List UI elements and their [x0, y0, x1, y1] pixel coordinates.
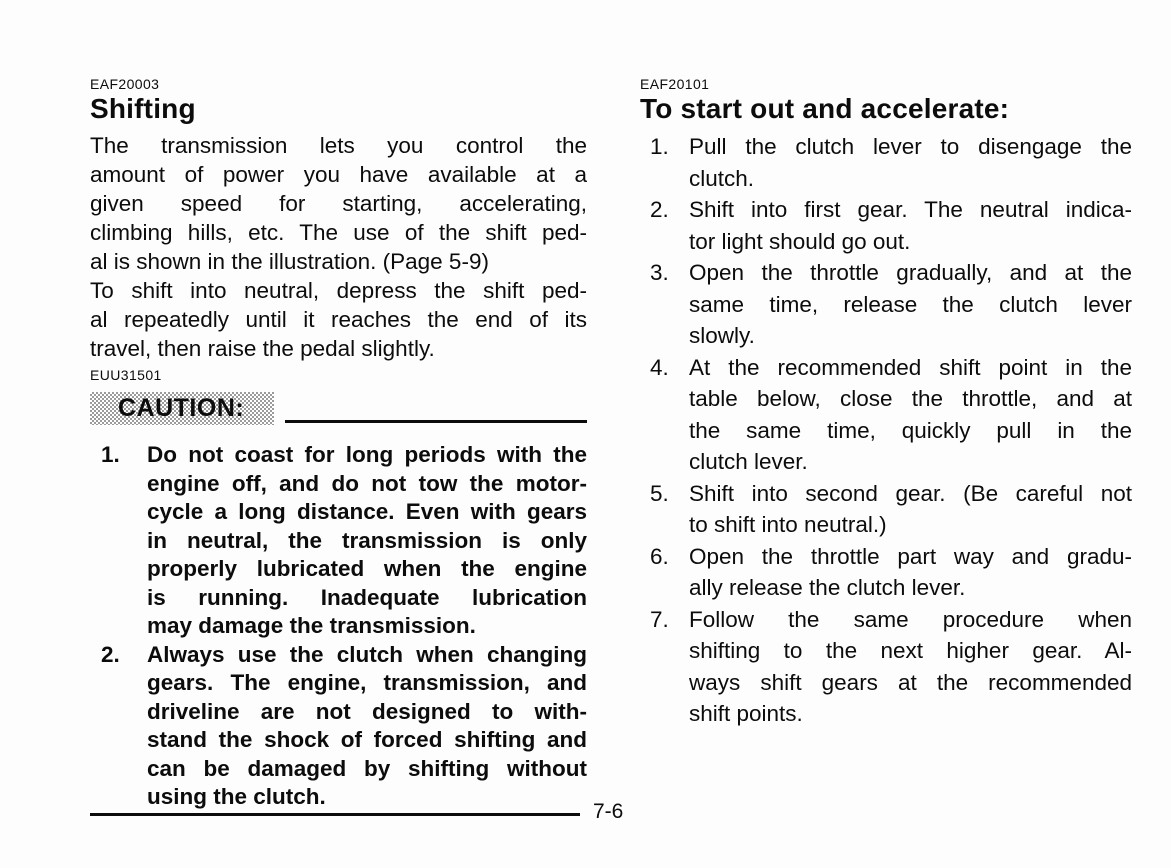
step-6-text — [689, 541, 1132, 604]
text-line: given speed for starting, accelerating, — [90, 191, 587, 216]
text-line: Open the throttle part way and gradu- — [689, 543, 1132, 569]
text-line: may damage the transmission. — [147, 613, 476, 638]
step-item-1 — [640, 131, 1132, 194]
text-line: Shift into second gear. (Be careful not — [689, 480, 1132, 506]
text-line: to shift into neutral.) — [689, 512, 887, 537]
text-line: properly lubricated when the engine — [147, 556, 587, 581]
text-line: Follow the same procedure when — [689, 606, 1132, 632]
text-line: clutch lever. — [689, 449, 808, 474]
caution-item-1 — [90, 441, 587, 641]
text-line: same time, release the clutch lever — [689, 291, 1132, 317]
step-2-text — [689, 194, 1132, 257]
text-line: using the clutch. — [147, 784, 326, 809]
step-item-7 — [640, 604, 1132, 730]
list-number: 1. — [650, 134, 669, 159]
text-line: Pull the clutch lever to disengage the — [689, 134, 1132, 159]
step-4-text — [689, 352, 1132, 478]
text-line: Open the throttle gradually, and at the — [689, 260, 1132, 285]
step-item-3 — [640, 257, 1132, 352]
page-number: 7-6 — [593, 800, 624, 823]
text-line: Always use the clutch when changing — [147, 641, 587, 667]
caution-code: EUU31501 — [90, 367, 162, 383]
text-line: table below, close the throttle, and at — [689, 386, 1132, 411]
step-5-text — [689, 478, 1132, 541]
text-line: can be damaged by shifting without — [147, 755, 587, 781]
step-3-text — [689, 257, 1132, 352]
step-7-text — [689, 604, 1132, 730]
section-code-accelerate: EAF20101 — [640, 76, 710, 92]
section-heading-shifting: Shifting — [90, 93, 196, 124]
caution-header — [90, 392, 587, 425]
text-line: ways shift gears at the recommended — [689, 669, 1132, 695]
text-line: clutch. — [689, 165, 755, 191]
caution-item-2-text — [147, 641, 587, 812]
left-column — [90, 76, 587, 812]
caution-label: CAUTION: — [90, 392, 274, 425]
text-line: travel, then raise the pedal slightly. — [90, 336, 435, 361]
text-line: the same time, quickly pull in the — [689, 417, 1132, 443]
text-line: tor light should go out. — [689, 228, 911, 254]
footer-rule — [90, 813, 580, 816]
text-line: The transmission lets you control the — [90, 133, 587, 158]
caution-item-1-text — [147, 441, 587, 641]
page-footer — [90, 800, 635, 824]
caution-item-2 — [90, 641, 587, 812]
list-number: 5. — [650, 480, 669, 506]
step-item-5 — [640, 478, 1132, 541]
text-line: al is shown in the illustration. (Page 5-9) — [90, 249, 489, 274]
step-1-text — [689, 131, 1132, 194]
text-line: shifting to the next higher gear. Al- — [689, 638, 1132, 663]
text-line: climbing hills, etc. The use of the shift ped- — [90, 220, 587, 245]
caution-list — [90, 441, 587, 812]
section-heading-accelerate: To start out and accelerate: — [640, 93, 1010, 124]
text-line: To shift into neutral, depress the shift ped- — [90, 278, 587, 303]
text-line: in neutral, the transmission is only — [147, 527, 587, 553]
list-number: 7. — [650, 606, 669, 632]
caution-underline — [285, 420, 587, 423]
accelerate-steps-list — [640, 131, 1132, 730]
text-line: shift points. — [689, 701, 803, 726]
text-line: stand the shock of forced shifting and — [147, 727, 587, 752]
list-number: 2. — [101, 641, 120, 667]
right-column — [640, 76, 1132, 730]
step-item-4 — [640, 352, 1132, 478]
text-line: Do not coast for long periods with the — [147, 442, 587, 467]
text-line: amount of power you have available at a — [90, 162, 587, 187]
paragraph-transmission — [90, 131, 587, 276]
text-line: engine off, and do not tow the motor- — [147, 470, 587, 496]
list-number: 6. — [650, 543, 669, 569]
list-number: 1. — [101, 442, 120, 467]
text-line: driveline are not designed to with- — [147, 698, 587, 724]
step-item-6 — [640, 541, 1132, 604]
section-code-shifting: EAF20003 — [90, 76, 160, 92]
text-line: gears. The engine, transmission, and — [147, 670, 587, 695]
list-number: 4. — [650, 354, 669, 380]
text-line: Shift into first gear. The neutral indica- — [689, 197, 1132, 222]
list-number: 2. — [650, 197, 669, 222]
step-item-2 — [640, 194, 1132, 257]
paragraph-shift-to-neutral — [90, 276, 587, 363]
text-line: slowly. — [689, 323, 755, 348]
list-number: 3. — [650, 260, 669, 285]
text-line: ally release the clutch lever. — [689, 575, 966, 600]
text-line: At the recommended shift point in the — [689, 354, 1132, 380]
text-line: al repeatedly until it reaches the end of its — [90, 307, 587, 332]
text-line: cycle a long distance. Even with gears — [147, 499, 587, 524]
text-line: is running. Inadequate lubrication — [147, 584, 587, 610]
